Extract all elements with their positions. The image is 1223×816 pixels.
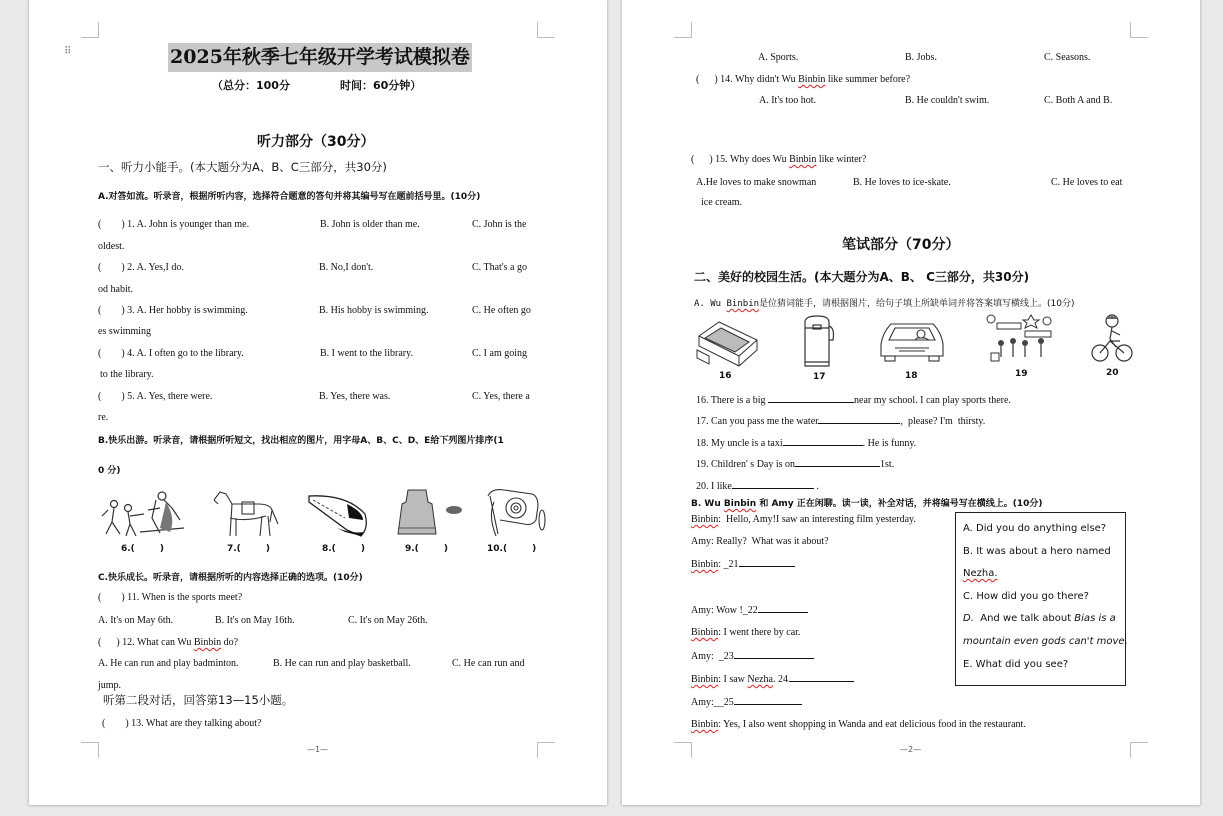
sentence-19: 19. Children' s Day is on 1st. [696, 459, 895, 470]
picture-label-16: 16 [719, 371, 732, 381]
q15-option-b: B. He loves to ice-skate. [853, 177, 951, 188]
option-b: B. His hobby is swimming. [319, 305, 429, 316]
q11-option-b: B. It's on May 16th. [215, 615, 295, 626]
part1-header: 一、听力小能手。(本大题分为A、B、C三部分，共30分) [98, 160, 387, 174]
option-b: B. John is older than me. [320, 219, 420, 230]
option-a: 3. A. Her hobby is swimming. [127, 305, 248, 316]
stadium-image [695, 316, 759, 368]
question-12: ( ) 12. What can Wu Binbin do? [98, 637, 239, 648]
answer-blank-16[interactable] [768, 394, 854, 403]
picture-label-18: 18 [905, 371, 918, 381]
option-c-wrap: re. [98, 412, 109, 423]
crop-mark [81, 22, 99, 38]
dialogue-line: Binbin: I saw Nezha. 24. [691, 673, 854, 685]
answer-paren[interactable]: ( ) [98, 262, 125, 273]
option-a: 5. A. Yes, there were. [127, 391, 213, 402]
answer-blank-21[interactable] [739, 558, 795, 567]
q14-option-a: A. It's too hot. [759, 95, 817, 106]
option-d-wrap: mountain even gods can't move. [963, 635, 1128, 647]
picture-label-9: 9.( ) [405, 544, 448, 554]
answer-blank-18[interactable] [783, 437, 863, 446]
option-c: C. I am going [472, 348, 527, 359]
crop-mark [674, 742, 692, 758]
exam-time: 时间：60分钟） [340, 79, 422, 92]
partC-instruction: C.快乐成长。听录音，请根据所听的内容选择正确的选项。(10分) [98, 573, 363, 583]
crop-mark [537, 742, 555, 758]
q13-option-c: C. Seasons. [1044, 52, 1091, 63]
people-dancing-image [100, 488, 186, 540]
dialogue-line: Amy: Wow !_22 [691, 604, 808, 616]
dialogue-line: Binbin: Hello, Amy!I saw an interesting film yesterday. [691, 514, 916, 525]
question-11: ( ) 11. When is the sports meet? [98, 592, 243, 603]
listening-section-header: 听力部分（30分） [257, 134, 375, 150]
dialogue2-note: 听第二段对话，回答第13—15小题。 [103, 693, 294, 707]
sentence-18: 18. My uncle is a taxi . He is funny. [696, 438, 917, 449]
total-score: （总分：100分 [212, 79, 290, 92]
partB-instruction: B.快乐出游。听录音，请根据所听短文，找出相应的图片，用字母A、B、C、D、E给下列图片排序(1 [98, 436, 504, 446]
option-c-wrap: to the library. [100, 369, 154, 380]
part2-header: 二、美好的校园生活。(本大题分为A、B、 C三部分，共30分) [694, 270, 1030, 284]
option-c: C. Yes, there a [472, 391, 530, 402]
sentence-20: 20. I like . [696, 481, 819, 492]
partB-instruction-wrap: 0 分) [98, 466, 121, 476]
answer-blank-23[interactable] [734, 650, 814, 659]
option-c-wrap: es swimming [98, 326, 152, 337]
q12-option-b: B. He can run and play basketball. [273, 658, 411, 669]
part2B-instruction: B. Wu Binbin 和 Amy 正在闲聊。读一读，补全对话，并将编号写在横线上。(10分) [691, 499, 1043, 509]
answer-blank-20[interactable] [732, 480, 814, 489]
writing-section-header: 笔试部分（70分） [842, 237, 960, 253]
camera-image [484, 486, 548, 540]
answer-paren[interactable]: ( ) [98, 348, 125, 359]
option-c: C. He often go [472, 305, 531, 316]
crop-mark [1130, 22, 1148, 38]
taxi-driver-image [877, 318, 947, 364]
dialogue-line: Binbin: Yes, I also went shopping in Wanda and eat delicious food in the restaurant. [691, 719, 1026, 730]
sentence-17: 17. Can you pass me the water , please? I'm thirsty. [696, 416, 986, 427]
page-number: —1— [307, 745, 329, 754]
q15-option-a: A.He loves to make snowman [696, 177, 817, 188]
option-b: B. I went to the library. [320, 348, 413, 359]
sentence-16: 16. There is a big near my school. I can play sports there. [696, 395, 1011, 406]
crop-mark [81, 742, 99, 758]
option-a: A. Did you do anything else? [963, 523, 1107, 534]
q15-option-c-wrap: ice cream. [701, 197, 743, 208]
picture-label-6: 6.( ) [121, 544, 164, 554]
answer-blank-25[interactable] [734, 696, 802, 705]
q15-option-c: C. He loves to eat [1051, 177, 1123, 188]
option-c: C. John is the [472, 219, 527, 230]
option-b: B. It was about a hero named [963, 545, 1111, 557]
dialogue-line: Amy: _23 [691, 650, 814, 662]
option-b: B. Yes, there was. [319, 391, 391, 402]
q12-option-c-wrap: jump. [98, 680, 122, 691]
option-a: 2. A. Yes,I do. [127, 262, 184, 273]
answer-blank-22[interactable] [758, 604, 808, 613]
dress-and-hat-image [396, 488, 466, 540]
option-c-wrap: oldest. [98, 241, 125, 252]
option-b-wrap: Nezha. [963, 568, 998, 580]
question-5 [98, 391, 212, 402]
question-1 [98, 219, 249, 230]
q11-option-a: A. It's on May 6th. [98, 615, 174, 626]
picture-label-19: 19 [1015, 369, 1028, 379]
q12-option-a: A. He can run and play badminton. [98, 658, 239, 669]
option-c: C. That's a go [472, 262, 527, 273]
option-d: D. And we talk about Bias is a [963, 613, 1116, 625]
part2A-instruction: A. Wu Binbin是位猜词能手，请根据图片，给句子填上所缺单词并将答案填写横线上。(10分) [694, 299, 1075, 309]
question-13: ( ) 13. What are they talking about? [102, 718, 262, 729]
q14-option-b: B. He couldn't swim. [905, 95, 990, 106]
option-c: C. How did you go there? [963, 590, 1089, 602]
answer-blank-24[interactable] [790, 673, 854, 682]
drag-handle-icon[interactable]: ⠿ [64, 46, 73, 57]
picture-label-20: 20 [1106, 368, 1119, 378]
q13-option-a: A. Sports. [758, 52, 799, 63]
picture-label-17: 17 [813, 372, 826, 382]
dialogue-line: Amy: Really? What was it about? [691, 536, 829, 547]
option-a: 1. A. John is younger than me. [127, 219, 250, 230]
crop-mark [1130, 742, 1148, 758]
picture-label-10: 10.( ) [487, 544, 537, 554]
water-bottle-image [799, 314, 839, 370]
dialogue-line: Amy:__25 [691, 696, 802, 708]
crop-mark [537, 22, 555, 38]
question-3 [98, 305, 248, 316]
question-4 [98, 348, 244, 359]
childrens-day-party-image [985, 313, 1061, 365]
question-2 [98, 262, 184, 273]
page-number: —2— [900, 745, 922, 754]
question-15: ( ) 15. Why does Wu Binbin like winter? [691, 154, 867, 165]
dialogue-line: Binbin: _21 [691, 558, 795, 570]
q13-option-b: B. Jobs. [905, 52, 937, 63]
answer-blank-17[interactable] [818, 415, 900, 424]
q11-option-c: C. It's on May 26th. [348, 615, 428, 626]
answer-options-box [955, 512, 1126, 686]
answer-paren[interactable]: ( ) [98, 305, 125, 316]
question-14: ( ) 14. Why didn't Wu Binbin like summer before? [696, 74, 911, 85]
dialogue-line: Binbin: I went there by car. [691, 627, 801, 638]
option-c-wrap: od habit. [98, 284, 133, 295]
crop-mark [674, 22, 692, 38]
partA-instruction: A.对答如流。听录音，根据所听内容，选择符合题意的答句并将其编号写在题前括号里。(10分) [98, 192, 481, 202]
bullet-train-image [307, 488, 371, 540]
q14-option-c: C. Both A and B. [1044, 95, 1113, 106]
option-b: B. No,I don't. [319, 262, 374, 273]
option-e: E. What did you see? [963, 658, 1069, 670]
q12-option-c: C. He can run and [452, 658, 525, 669]
answer-paren[interactable]: ( ) [98, 391, 125, 402]
boy-riding-bike-image [1090, 313, 1134, 365]
horse-image [210, 488, 282, 540]
answer-blank-19[interactable] [795, 458, 880, 467]
answer-paren[interactable]: ( ) [98, 219, 125, 230]
page-title[interactable]: 2025年秋季七年级开学考试模拟卷 [168, 43, 472, 72]
picture-label-8: 8.( ) [322, 544, 365, 554]
option-a: 4. A. I often go to the library. [127, 348, 244, 359]
picture-label-7: 7.( ) [227, 544, 270, 554]
